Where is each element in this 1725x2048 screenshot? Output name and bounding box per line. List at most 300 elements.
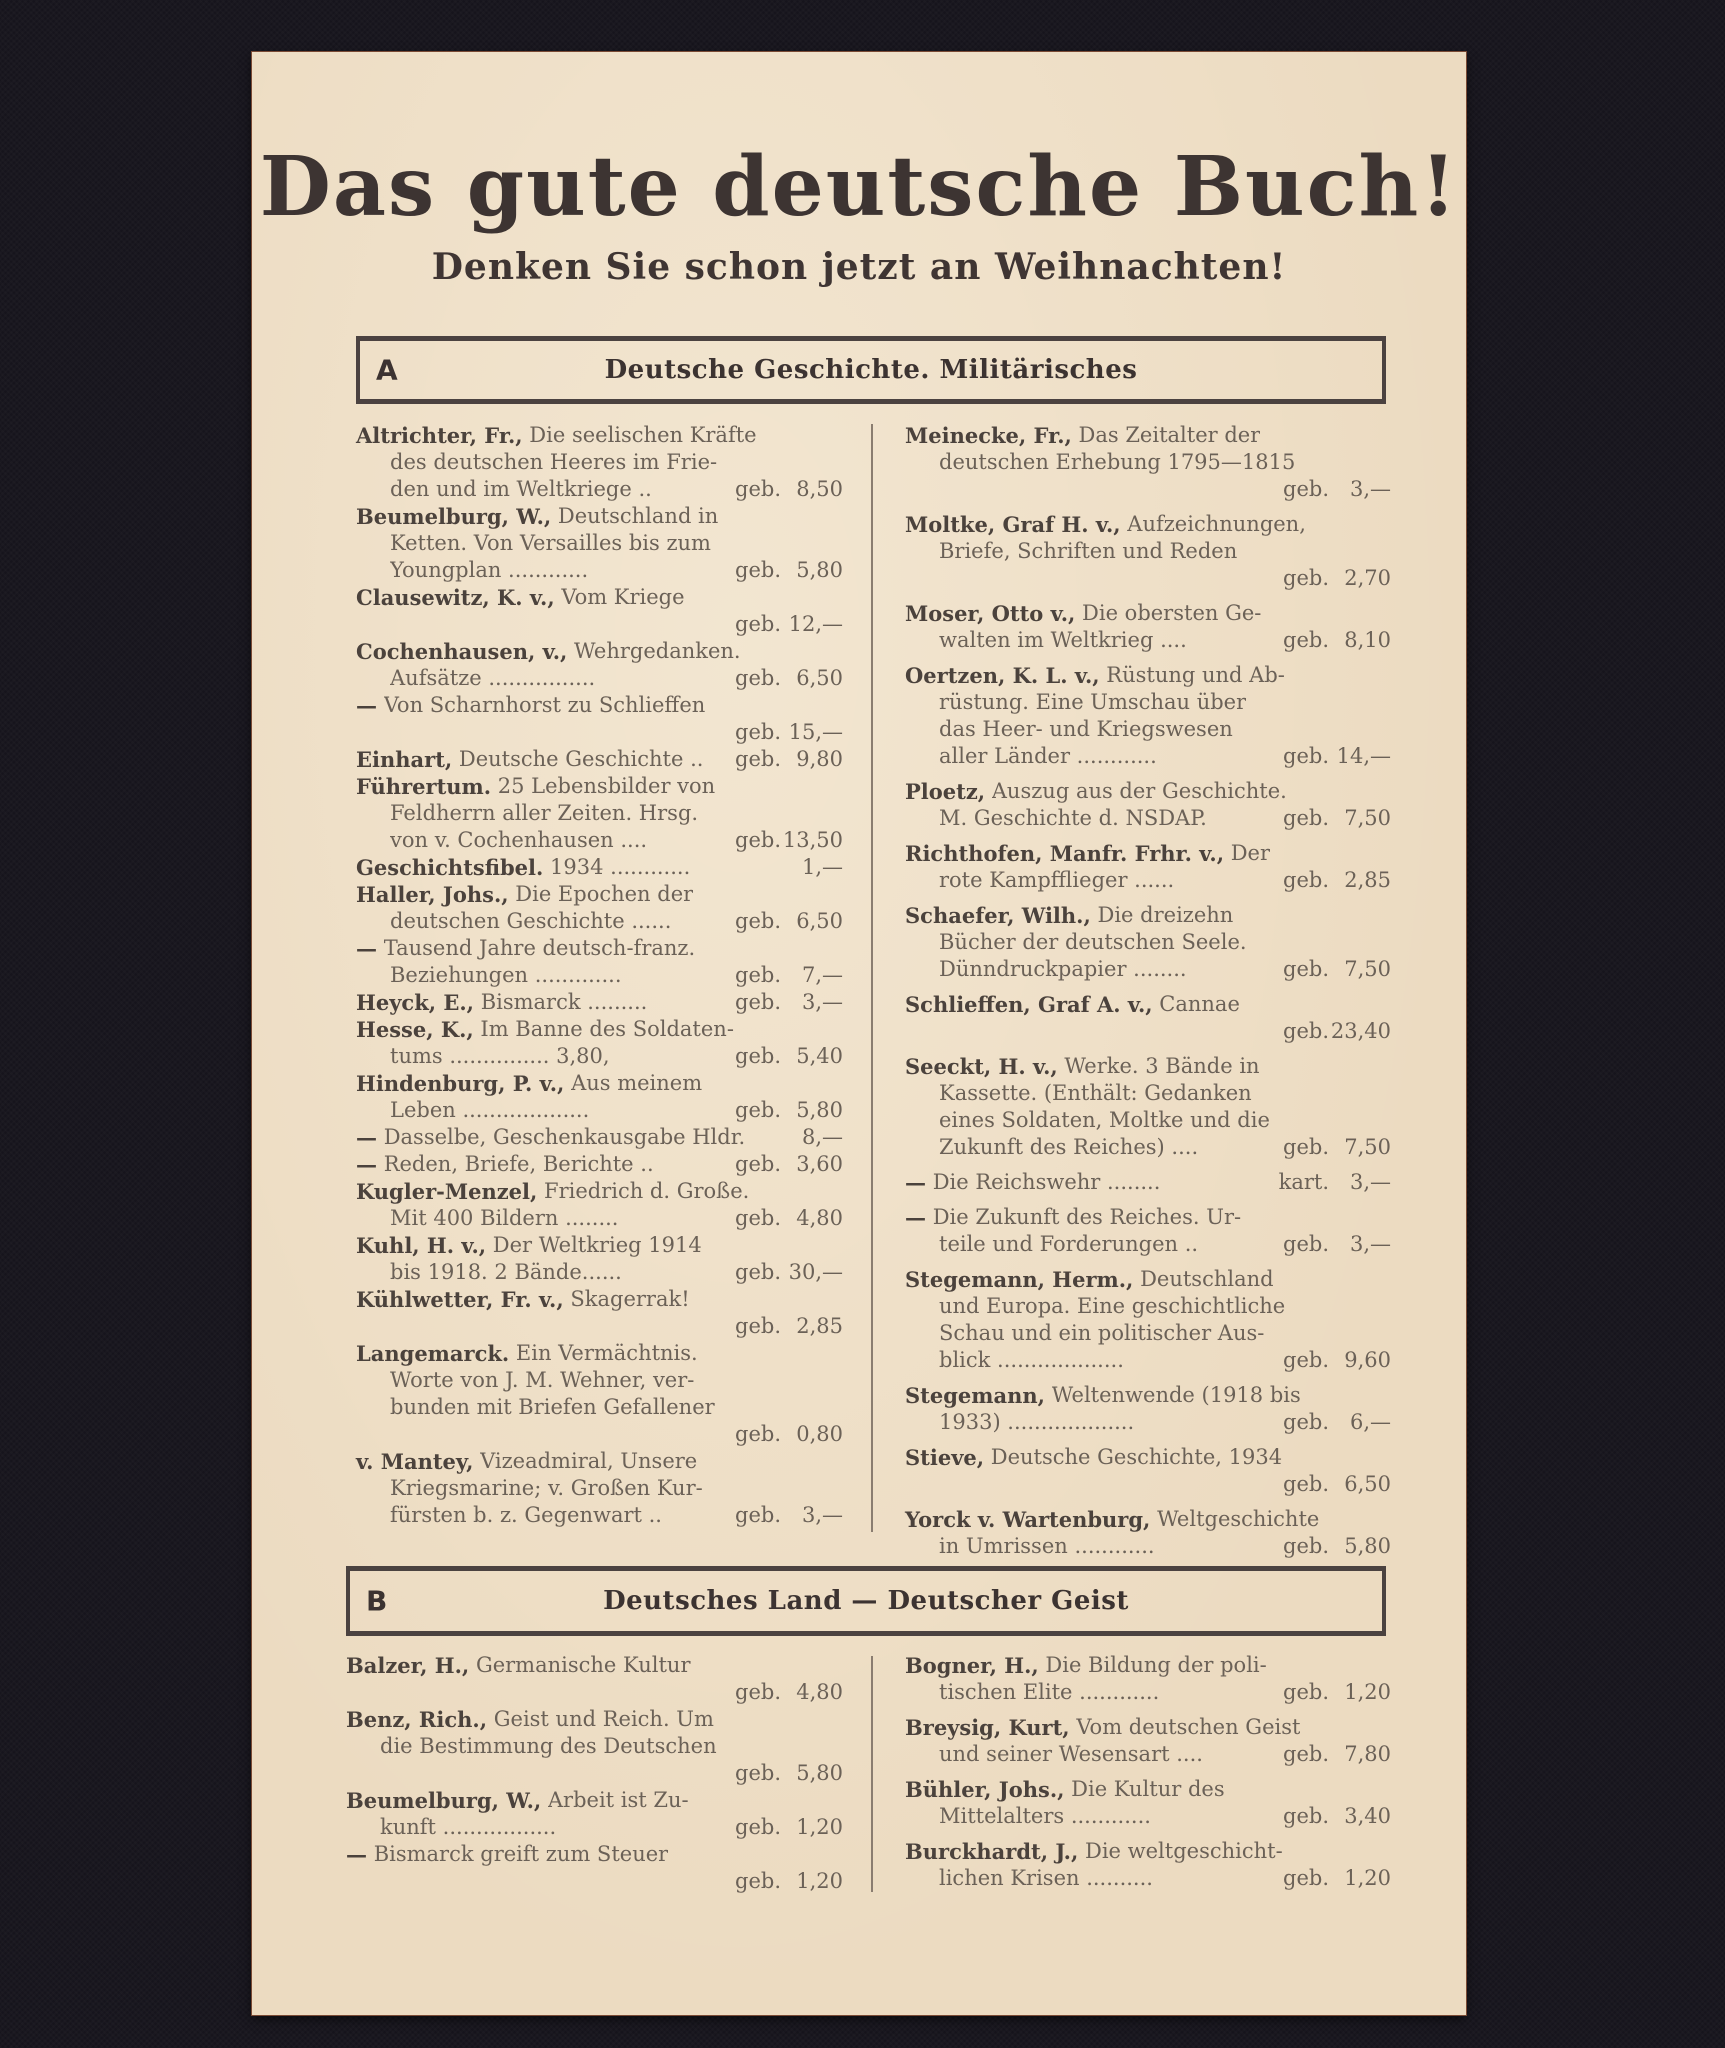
- book-price: 3,—: [1349, 477, 1391, 501]
- book-title-text: 25 Lebensbilder von: [497, 774, 716, 798]
- entry-line: [905, 1409, 1391, 1436]
- binding-type: geb.: [1283, 1866, 1329, 1890]
- book-entry: [356, 584, 843, 638]
- binding-type: geb.: [735, 720, 781, 744]
- entry-line: [905, 689, 1391, 716]
- book-author: Hesse, K.,: [356, 1017, 474, 1042]
- book-title-text: Die dreizehn: [1097, 903, 1234, 927]
- book-price: 9,80: [796, 747, 843, 771]
- binding-type: geb.: [1283, 1019, 1329, 1043]
- book-author: —: [356, 936, 377, 961]
- book-title-text: Weltenwende (1918 bis: [1051, 1383, 1301, 1407]
- entry-line: [905, 1382, 1391, 1409]
- book-title-text: Aus meinem: [571, 1071, 703, 1095]
- book-price: 14,—: [1336, 744, 1391, 768]
- book-title-text: Zukunft des Reiches) ....: [939, 1135, 1199, 1159]
- entry-line: [905, 1107, 1391, 1134]
- book-price: 9,60: [1344, 1348, 1391, 1372]
- book-entry: [905, 1169, 1391, 1196]
- book-title-text: Friedrich d. Große.: [544, 1179, 750, 1203]
- entry-line: [356, 1070, 843, 1097]
- book-entry: [356, 422, 843, 503]
- binding-type: geb.: [735, 963, 781, 987]
- book-title-text: Wehrgedanken.: [574, 639, 741, 663]
- book-title-text: Schau und ein politischer Aus-: [939, 1321, 1265, 1345]
- book-title-text: Das Zeitalter der: [1078, 423, 1261, 447]
- entry-line: [905, 1169, 1391, 1196]
- book-author: Altrichter, Fr.,: [356, 423, 523, 448]
- section-b-letter: B: [366, 1584, 388, 1618]
- binding-type: geb.: [735, 1815, 781, 1839]
- book-title-text: das Heer- und Kriegswesen: [939, 717, 1233, 741]
- entry-line: [356, 1232, 843, 1259]
- binding-type: geb.: [1283, 628, 1329, 652]
- book-title-text: Im Banne des Soldaten-: [480, 1017, 734, 1041]
- book-price: 7,80: [1344, 1742, 1391, 1766]
- entry-line: [356, 827, 843, 854]
- book-author: Balzer, H.,: [346, 1653, 470, 1678]
- book-title-text: lichen Krisen ..........: [939, 1866, 1153, 1890]
- book-price: 1,20: [796, 1869, 843, 1893]
- entry-line: [905, 867, 1391, 894]
- entry-line: [905, 1776, 1391, 1803]
- binding-type: geb.: [1283, 1534, 1329, 1558]
- entry-line: [346, 1706, 843, 1733]
- section-a-left-column: [356, 422, 843, 1529]
- book-author: Ploetz,: [905, 779, 986, 804]
- book-author: Schaefer, Wilh.,: [905, 903, 1091, 928]
- entry-line: [346, 1760, 843, 1787]
- book-title-text: Die weltgeschicht-: [1084, 1839, 1283, 1863]
- entry-line: [356, 476, 843, 503]
- book-title-text: Deutschland in: [557, 504, 719, 528]
- entry-line: [346, 1814, 843, 1841]
- entry-line: [905, 1053, 1391, 1080]
- book-price: 7,—: [801, 963, 843, 987]
- book-title-text: kunft .................: [380, 1815, 557, 1839]
- book-title-text: Aufsätze ................: [390, 666, 596, 690]
- entry-line: [905, 1506, 1391, 1533]
- book-entry: [905, 991, 1391, 1045]
- book-price: 23,40: [1330, 1019, 1391, 1043]
- book-title-text: teile und Forderungen ..: [939, 1232, 1199, 1256]
- book-entry: [905, 662, 1391, 770]
- book-title-text: Die obersten Ge-: [1082, 601, 1262, 625]
- book-price: 1,—: [801, 855, 843, 879]
- book-entry: [905, 1506, 1391, 1560]
- book-price: 13,50: [782, 828, 843, 852]
- book-entry: [905, 902, 1391, 983]
- section-b-title: Deutsches Land — Deutscher Geist: [603, 1586, 1129, 1616]
- entry-line: [356, 1124, 843, 1151]
- book-entry: [356, 1151, 843, 1178]
- entry-line: [356, 1394, 843, 1421]
- entry-line: [356, 1151, 843, 1178]
- book-title-text: rote Kampfflieger ......: [939, 868, 1175, 892]
- entry-line: [905, 929, 1391, 956]
- book-title-text: fürsten b. z. Gegenwart ..: [390, 1503, 662, 1527]
- book-title-text: Vom Kriege: [561, 585, 685, 609]
- book-title-text: Beziehungen .............: [390, 963, 622, 987]
- book-title-text: Ketten. Von Versailles bis zum: [390, 531, 711, 555]
- entry-line: [905, 1204, 1391, 1231]
- entry-line: [356, 1016, 843, 1043]
- entry-line: [905, 1444, 1391, 1471]
- entry-line: [356, 1043, 843, 1070]
- book-title-text: Deutsche Geschichte ..: [458, 747, 704, 771]
- book-title-text: Die Epochen der: [515, 882, 694, 906]
- entry-line: [356, 557, 843, 584]
- book-author: Kühlwetter, Fr. v.,: [356, 1287, 564, 1312]
- book-entry: [905, 1444, 1391, 1498]
- book-author: Burckhardt, J.,: [905, 1839, 1079, 1864]
- entry-line: [905, 991, 1391, 1018]
- book-entry: [346, 1841, 843, 1895]
- binding-type: geb.: [735, 1869, 781, 1893]
- book-price: 3,—: [801, 1503, 843, 1527]
- book-title-text: Dünndruckpapier ........: [939, 957, 1187, 981]
- book-author: Hindenburg, P. v.,: [356, 1071, 565, 1096]
- book-author: Richthofen, Manfr. Frhr. v.,: [905, 841, 1224, 866]
- entry-line: [356, 908, 843, 935]
- book-entry: [356, 692, 843, 746]
- binding-type: geb.: [735, 477, 781, 501]
- entry-line: [356, 962, 843, 989]
- book-title-text: rüstung. Eine Umschau über: [939, 690, 1247, 714]
- book-author: —: [905, 1205, 926, 1230]
- binding-type: geb.: [735, 1680, 781, 1704]
- section-a-right-column: [905, 422, 1391, 1560]
- book-author: Clausewitz, K. v.,: [356, 585, 555, 610]
- book-author: —: [356, 1125, 377, 1150]
- book-title-text: Cannae: [1159, 992, 1240, 1016]
- book-title-text: Auszug aus der Geschichte.: [991, 779, 1287, 803]
- book-author: Einhart,: [356, 747, 453, 772]
- book-price: 6,50: [796, 909, 843, 933]
- entry-line: [356, 584, 843, 611]
- book-price: 5,80: [1344, 1534, 1391, 1558]
- book-title-text: Der: [1230, 841, 1270, 865]
- book-price: 8,—: [801, 1125, 843, 1149]
- book-price: 1,20: [1344, 1866, 1391, 1890]
- entry-line: [905, 449, 1391, 476]
- entry-line: [905, 1714, 1391, 1741]
- entry-line: [905, 1471, 1391, 1498]
- binding-type: geb.: [735, 1422, 781, 1446]
- book-author: Langemarck.: [356, 1341, 510, 1366]
- book-author: Moser, Otto v.,: [905, 601, 1076, 626]
- entry-line: [356, 1313, 843, 1340]
- column-divider-a: [871, 424, 873, 1532]
- binding-type: geb.: [735, 1044, 781, 1068]
- entry-line: [356, 638, 843, 665]
- binding-type: geb.: [1283, 744, 1329, 768]
- book-entry: [356, 1232, 843, 1286]
- book-title-text: Weltgeschichte: [1157, 1507, 1320, 1531]
- entry-line: [356, 1178, 843, 1205]
- book-title-text: Youngplan ............: [390, 558, 589, 582]
- book-entry: [356, 989, 843, 1016]
- entry-line: [356, 449, 843, 476]
- book-title-text: und seiner Wesensart ....: [939, 1742, 1203, 1766]
- book-entry: [346, 1706, 843, 1787]
- book-title-text: Germanische Kultur: [475, 1653, 691, 1677]
- book-entry: [905, 1838, 1391, 1892]
- book-entry: [905, 422, 1391, 503]
- binding-type: geb.: [735, 1098, 781, 1122]
- entry-line: [905, 476, 1391, 503]
- book-author: Benz, Rich.,: [346, 1707, 488, 1732]
- section-b-right-column: [905, 1652, 1391, 1892]
- entry-line: [905, 600, 1391, 627]
- book-title-text: Mittelalters ............: [939, 1804, 1151, 1828]
- book-title-text: Geist und Reich. Um: [493, 1707, 714, 1731]
- entry-line: [356, 530, 843, 557]
- entry-line: [905, 1652, 1391, 1679]
- book-price: 3,—: [1349, 1170, 1391, 1194]
- entry-line: [905, 565, 1391, 592]
- entry-line: [905, 743, 1391, 770]
- book-author: Führertum.: [356, 774, 492, 799]
- entry-line: [356, 800, 843, 827]
- entry-line: [356, 719, 843, 746]
- book-title-text: Von Scharnhorst zu Schlieffen: [383, 693, 706, 717]
- book-title-text: tums ............... 3,80,: [390, 1044, 610, 1068]
- book-entry: [356, 773, 843, 854]
- column-divider-b: [871, 1656, 873, 1892]
- book-title-text: 1933) ...................: [939, 1410, 1135, 1434]
- book-price: 8,50: [796, 477, 843, 501]
- binding-type: geb.: [1283, 1135, 1329, 1159]
- entry-line: [905, 902, 1391, 929]
- binding-type: geb.: [1283, 957, 1329, 981]
- book-entry: [905, 1776, 1391, 1830]
- section-b-header: [346, 1566, 1386, 1636]
- entry-line: [905, 1320, 1391, 1347]
- entry-line: [356, 1259, 843, 1286]
- book-price: 7,50: [1344, 806, 1391, 830]
- book-entry: [356, 854, 843, 881]
- entry-line: [356, 881, 843, 908]
- entry-line: [905, 1293, 1391, 1320]
- book-author: Seeckt, H. v.,: [905, 1054, 1058, 1079]
- entry-line: [905, 1266, 1391, 1293]
- book-title-text: den und im Weltkriege ..: [390, 477, 652, 501]
- book-title-text: Leben ...................: [390, 1098, 590, 1122]
- book-author: Heyck, E.,: [356, 990, 474, 1015]
- entry-line: [356, 611, 843, 638]
- book-title-text: Tausend Jahre deutsch-franz.: [383, 936, 696, 960]
- entry-line: [905, 1803, 1391, 1830]
- book-author: Haller, Johs.,: [356, 882, 509, 907]
- section-a-letter: A: [376, 353, 398, 387]
- book-price: 3,40: [1344, 1804, 1391, 1828]
- book-author: Geschichtsfibel.: [356, 855, 544, 880]
- binding-type: geb.: [735, 666, 781, 690]
- book-title-text: Rüstung und Ab-: [1106, 663, 1285, 687]
- book-entry: [346, 1787, 843, 1841]
- book-title-text: Feldherrn aller Zeiten. Hrsg.: [390, 801, 699, 825]
- book-author: Kuhl, H. v.,: [356, 1233, 487, 1258]
- binding-type: geb.: [1283, 868, 1329, 892]
- book-author: Beumelburg, W.,: [356, 504, 552, 529]
- entry-line: [905, 422, 1391, 449]
- binding-type: geb.: [1283, 1348, 1329, 1372]
- book-price: 2,85: [1344, 868, 1391, 892]
- book-title-text: M. Geschichte d. NSDAP.: [939, 806, 1207, 830]
- book-price: 4,80: [796, 1680, 843, 1704]
- book-title-text: des deutschen Heeres im Frie-: [390, 450, 718, 474]
- book-entry: [905, 1382, 1391, 1436]
- binding-type: geb.: [1283, 1410, 1329, 1434]
- book-title-text: 1934 ............: [550, 855, 691, 879]
- entry-line: [346, 1841, 843, 1868]
- entry-line: [356, 989, 843, 1016]
- binding-type: geb.: [1283, 566, 1329, 590]
- book-title-text: Der Weltkrieg 1914: [492, 1233, 702, 1257]
- book-entry: [356, 1178, 843, 1232]
- book-title-text: Kriegsmarine; v. Großen Kur-: [390, 1476, 703, 1500]
- book-price: 2,85: [796, 1314, 843, 1338]
- binding-type: geb.: [735, 909, 781, 933]
- book-title-text: Dasselbe, Geschenkausgabe Hldr.: [383, 1125, 746, 1149]
- entry-line: [356, 1367, 843, 1394]
- book-title-text: in Umrissen ............: [939, 1534, 1155, 1558]
- binding-type: geb.: [735, 828, 781, 852]
- entry-line: [356, 692, 843, 719]
- entry-line: [905, 716, 1391, 743]
- binding-type: geb.: [1283, 477, 1329, 501]
- book-entry: [905, 1204, 1391, 1258]
- binding-type: geb.: [1283, 806, 1329, 830]
- book-entry: [905, 1053, 1391, 1161]
- entry-line: [356, 1421, 843, 1448]
- book-title-text: eines Soldaten, Moltke und die: [939, 1108, 1270, 1132]
- book-title-text: Bismarck .........: [480, 990, 648, 1014]
- book-entry: [356, 881, 843, 935]
- entry-line: [346, 1733, 843, 1760]
- entry-line: [346, 1652, 843, 1679]
- book-title-text: Worte von J. M. Wehner, ver-: [390, 1368, 695, 1392]
- book-title-text: und Europa. Eine geschichtliche: [939, 1294, 1286, 1318]
- book-entry: [356, 1448, 843, 1529]
- binding-type: geb.: [735, 990, 781, 1014]
- section-b-left-column: [346, 1652, 843, 1895]
- book-price: 1,20: [1344, 1680, 1391, 1704]
- book-price: 5,80: [796, 1761, 843, 1785]
- flyer-page: [252, 52, 1466, 2015]
- book-title-text: Ein Vermächtnis.: [515, 1341, 698, 1365]
- entry-line: [356, 1475, 843, 1502]
- book-entry: [346, 1652, 843, 1706]
- book-title-text: Aufzeichnungen,: [1127, 512, 1306, 536]
- book-price: 12,—: [788, 612, 843, 636]
- binding-type: geb.: [735, 1503, 781, 1527]
- book-title-text: Die Zukunft des Reiches. Ur-: [932, 1205, 1242, 1229]
- book-title-text: deutschen Erhebung 1795—1815: [939, 450, 1296, 474]
- entry-line: [905, 956, 1391, 983]
- binding-type: geb.: [735, 558, 781, 582]
- binding-type: kart.: [1278, 1170, 1329, 1194]
- book-title-text: Arbeit ist Zu-: [547, 1788, 689, 1812]
- book-price: 8,10: [1344, 628, 1391, 652]
- book-title-text: Die Bildung der poli-: [1045, 1653, 1267, 1677]
- book-title-text: tischen Elite ............: [939, 1680, 1160, 1704]
- section-a-title: Deutsche Geschichte. Militärisches: [604, 355, 1138, 385]
- book-entry: [905, 1714, 1391, 1768]
- book-price: 4,80: [796, 1206, 843, 1230]
- book-entry: [905, 778, 1391, 832]
- book-title-text: bis 1918. 2 Bände......: [390, 1260, 622, 1284]
- book-entry: [356, 638, 843, 692]
- entry-line: [346, 1787, 843, 1814]
- book-price: 2,70: [1344, 566, 1391, 590]
- book-entry: [356, 935, 843, 989]
- book-author: v. Mantey,: [356, 1449, 474, 1474]
- book-entry: [356, 746, 843, 773]
- binding-type: geb.: [735, 1206, 781, 1230]
- book-entry: [356, 503, 843, 584]
- binding-type: geb.: [735, 1152, 781, 1176]
- book-author: Bogner, H.,: [905, 1653, 1039, 1678]
- book-title-text: Mit 400 Bildern ........: [390, 1206, 619, 1230]
- entry-line: [905, 1865, 1391, 1892]
- book-price: 6,50: [1344, 1472, 1391, 1496]
- entry-line: [356, 422, 843, 449]
- entry-line: [346, 1868, 843, 1895]
- book-entry: [356, 1016, 843, 1070]
- book-title-text: Bücher der deutschen Seele.: [939, 930, 1247, 954]
- book-author: —: [905, 1170, 926, 1195]
- entry-line: [356, 1286, 843, 1313]
- book-author: Stegemann,: [905, 1383, 1045, 1408]
- book-title-text: deutschen Geschichte ......: [390, 909, 672, 933]
- book-entry: [356, 1124, 843, 1151]
- book-title-text: walten im Weltkrieg ....: [939, 628, 1187, 652]
- entry-line: [905, 511, 1391, 538]
- book-title-text: aller Länder ............: [939, 744, 1157, 768]
- binding-type: geb.: [735, 1314, 781, 1338]
- book-author: Meinecke, Fr.,: [905, 423, 1072, 448]
- book-entry: [905, 511, 1391, 592]
- book-author: Stieve,: [905, 1445, 985, 1470]
- page-subtitle: Denken Sie schon jetzt an Weihnachten!: [431, 246, 1287, 288]
- entry-line: [356, 1502, 843, 1529]
- book-entry: [356, 1340, 843, 1448]
- entry-line: [905, 1533, 1391, 1560]
- binding-type: geb.: [1283, 1472, 1329, 1496]
- book-title-text: Kassette. (Enthält: Gedanken: [939, 1081, 1252, 1105]
- entry-line: [346, 1679, 843, 1706]
- book-title-text: Deutsche Geschichte, 1934: [990, 1445, 1283, 1469]
- entry-line: [356, 773, 843, 800]
- book-title-text: blick ...................: [939, 1348, 1124, 1372]
- entry-line: [356, 1205, 843, 1232]
- book-price: 6,50: [796, 666, 843, 690]
- book-author: —: [356, 693, 377, 718]
- book-author: —: [356, 1152, 377, 1177]
- entry-line: [905, 1018, 1391, 1045]
- book-price: 5,80: [796, 558, 843, 582]
- book-price: 3,—: [1349, 1232, 1391, 1256]
- entry-line: [356, 935, 843, 962]
- book-price: 7,50: [1344, 1135, 1391, 1159]
- entry-line: [905, 1080, 1391, 1107]
- book-author: Beumelburg, W.,: [346, 1788, 542, 1813]
- entry-line: [356, 746, 843, 773]
- entry-line: [905, 662, 1391, 689]
- entry-line: [905, 627, 1391, 654]
